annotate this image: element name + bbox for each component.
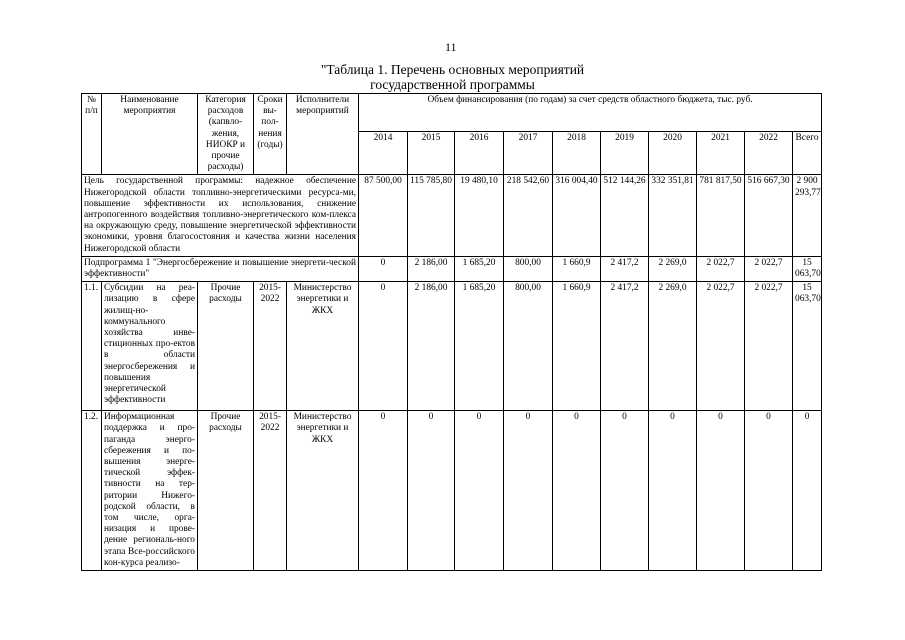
value-cell: 115 785,80 <box>408 175 455 256</box>
row-number: 1.1. <box>82 282 102 411</box>
subprogram-text: Подпрограмма 1 "Энергосбережение и повышение энергети-ческой эффективности" <box>82 256 359 281</box>
value-cell: 2 186,00 <box>408 282 455 411</box>
total-cell: 2 900 293,77 <box>793 175 822 256</box>
value-cell: 0 <box>697 411 745 571</box>
table-row <box>82 411 822 571</box>
page-number: 11 <box>445 40 457 54</box>
header-year: 2015 <box>408 131 455 175</box>
value-cell: 0 <box>408 411 455 571</box>
value-cell: 1 685,20 <box>455 282 504 411</box>
table-title-line2: государственной программы <box>370 77 535 92</box>
value-cell: 781 817,50 <box>697 175 745 256</box>
value-cell: 2 417,2 <box>601 256 649 281</box>
header-year: 2016 <box>455 131 504 175</box>
header-num: № п/п <box>82 94 102 175</box>
value-cell: 0 <box>359 256 408 281</box>
table-row <box>82 282 822 411</box>
value-cell: 800,00 <box>504 282 553 411</box>
value-cell: 87 500,00 <box>359 175 408 256</box>
value-cell: 0 <box>649 411 697 571</box>
value-cell: 0 <box>359 411 408 571</box>
activities-table <box>81 93 822 571</box>
value-cell: 2 269,0 <box>649 256 697 281</box>
expense-category: Прочие расходы <box>198 282 254 411</box>
value-cell: 516 667,30 <box>745 175 793 256</box>
total-cell: 15 063,70 <box>793 256 822 281</box>
total-cell: 0 <box>793 411 822 571</box>
header-financing: Объем финансирования (по годам) за счет средств областного бюджета, тыс. руб. <box>359 94 822 132</box>
value-cell: 1 660,9 <box>553 256 601 281</box>
value-cell: 1 685,20 <box>455 256 504 281</box>
value-cell: 2 269,0 <box>649 282 697 411</box>
header-year: 2019 <box>601 131 649 175</box>
header-terms: Сроки вы-пол-нения (годы) <box>254 94 287 175</box>
value-cell: 0 <box>745 411 793 571</box>
value-cell: 2 022,7 <box>745 256 793 281</box>
expense-category: Прочие расходы <box>198 411 254 571</box>
header-executors: Исполнители мероприятий <box>287 94 359 175</box>
header-year: 2021 <box>697 131 745 175</box>
execution-terms: 2015-2022 <box>254 282 287 411</box>
total-cell: 15 063,70 <box>793 282 822 411</box>
value-cell: 0 <box>359 282 408 411</box>
value-cell: 0 <box>504 411 553 571</box>
table-row <box>82 256 822 281</box>
header-year: 2018 <box>553 131 601 175</box>
value-cell: 2 417,2 <box>601 282 649 411</box>
header-year: 2017 <box>504 131 553 175</box>
value-cell: 2 022,7 <box>745 282 793 411</box>
value-cell: 2 022,7 <box>697 282 745 411</box>
header-category: Категория расходов (капвло-жения, НИОКР и прочие расходы) <box>198 94 254 175</box>
table-row <box>82 175 822 256</box>
header-name: Наименование мероприятия <box>102 94 198 175</box>
executor: Министерство энергетики и ЖКХ <box>287 282 359 411</box>
header-year: 2020 <box>649 131 697 175</box>
header-year: 2014 <box>359 131 408 175</box>
value-cell: 2 022,7 <box>697 256 745 281</box>
value-cell: 0 <box>601 411 649 571</box>
goal-text: Цель государственной программы: надежное обеспечение Нижегородской области топливно-энергетическими ресурса-ми, повышение эффективности их использования, снижение антропогенного воздействия топливно-энергетического ком-плекса на окружающую среду, повышение энергетической эффективности экономики, уровня благосостояния и качества жизни населения Нижегородской области <box>82 175 359 256</box>
header-total: Всего <box>793 131 822 175</box>
value-cell: 19 480,10 <box>455 175 504 256</box>
value-cell: 332 351,81 <box>649 175 697 256</box>
activity-name: Субсидии на реа-лизацию в сфере жилищ-но-коммунального хозяйства инве-стиционных про-ектов в области энергосбережения и повышения энергетической эффективности <box>102 282 198 411</box>
value-cell: 218 542,60 <box>504 175 553 256</box>
value-cell: 512 144,26 <box>601 175 649 256</box>
activity-name: Информационная поддержка и про-паганда энерго-сбережения и по-вышения энерге-тической эффек-тивности на тер-ритории Нижего-родской области, в том числе, орга-низация и прове-дение региональ-ного этапа Все-российского кон-курса реализо- <box>102 411 198 571</box>
execution-terms: 2015-2022 <box>254 411 287 571</box>
value-cell: 316 004,40 <box>553 175 601 256</box>
row-number: 1.2. <box>82 411 102 571</box>
executor: Министерство энергетики и ЖКХ <box>287 411 359 571</box>
value-cell: 1 660,9 <box>553 282 601 411</box>
value-cell: 800,00 <box>504 256 553 281</box>
value-cell: 0 <box>455 411 504 571</box>
value-cell: 2 186,00 <box>408 256 455 281</box>
table-title: "Таблица 1. Перечень основных мероприятий <box>320 62 585 77</box>
header-year: 2022 <box>745 131 793 175</box>
value-cell: 0 <box>553 411 601 571</box>
